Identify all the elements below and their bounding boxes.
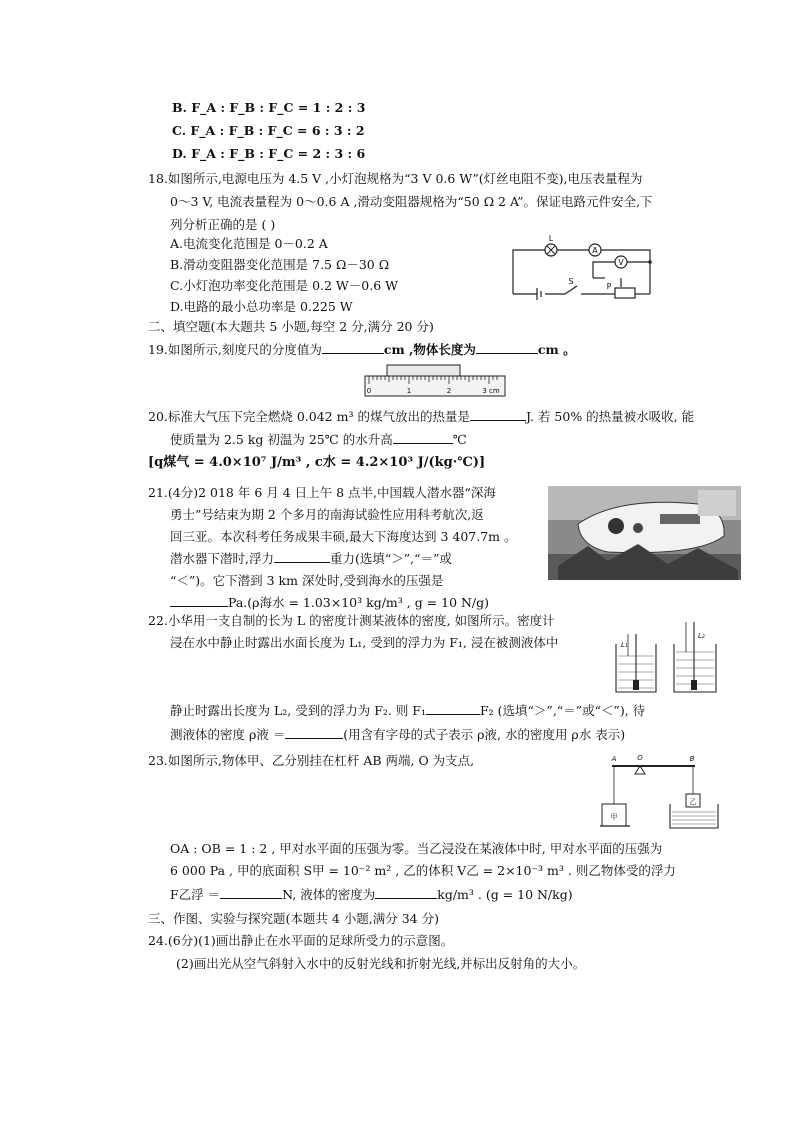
q20-line2 <box>170 431 467 448</box>
q18-option-a: A.电流变化范围是 0－0.2 A <box>170 236 328 251</box>
q18-option-c: C.小灯泡功率变化范围是 0.2 W－0.6 W <box>170 278 398 293</box>
q22-text-4a: 测液体的密度 ρ液 ＝ <box>170 727 286 742</box>
q17-option-d: D. F_A : F_B : F_C = 2 : 3 : 6 <box>172 146 366 161</box>
ruler-object <box>387 365 460 376</box>
q18-stem-line2: 0～3 V, 电流表量程为 0～0.6 A ,滑动变阻器规格为“50 Ω 2 A”。保证电路元件安全,下 <box>170 194 653 209</box>
q21-line1: 21.(4分)2 018 年 6 月 4 日上午 8 点半,中国载人潜水器“深海 <box>148 485 496 500</box>
q21-text-6: Pa.(ρ海水 = 1.03×10³ kg/m³ , g = 10 N/g) <box>228 595 490 610</box>
jia-label: 甲 <box>610 813 618 821</box>
q23-line4 <box>170 886 573 903</box>
q22-line1: 22.小华用一支自制的长为 L 的密度计测某液体的密度, 如图所示。密度计 <box>148 613 555 628</box>
q22-text-4b: (用含有字母的式子表示 ρ液, 水的密度用 ρ水 表示) <box>343 727 626 742</box>
q23-blank-1[interactable] <box>220 886 282 899</box>
q23-line1: 23.如图所示,物体甲、乙分别挂在杠杆 AB 两端, O 为支点, <box>148 753 475 768</box>
q23-lever-figure <box>600 752 725 836</box>
q21-line4 <box>170 550 452 567</box>
q19-blank-1[interactable] <box>322 341 384 354</box>
q23-text-4b: N, 液体的密度为 <box>282 887 376 902</box>
q19-stem <box>148 341 576 358</box>
q23-blank-2[interactable] <box>375 886 437 899</box>
yi-label: 乙 <box>689 798 697 806</box>
q22-hydrometer-figure <box>612 620 722 696</box>
q23-line2: OA : OB = 1 : 2 , 甲对水平面的压强为零。当乙浸没在某液体中时, 甲对水平面的压强为 <box>170 841 663 856</box>
q20-constants: [q煤气 = 4.0×10⁷ J/m³ , c水 = 4.2×10³ J/(kg·℃)] <box>148 455 486 470</box>
q20-blank-2[interactable] <box>393 431 453 444</box>
q22-blank-2[interactable] <box>285 726 343 739</box>
lamp-label: L <box>548 234 554 243</box>
q17-option-b: B. F_A : F_B : F_C = 1 : 2 : 3 <box>172 100 366 115</box>
q21-line6 <box>170 594 489 611</box>
q21-blank-1[interactable] <box>274 550 330 563</box>
q18-stem-line3: 列分析正确的是 ( ) <box>170 217 276 232</box>
q22-blank-1[interactable] <box>426 702 480 715</box>
q22-text-3a: 静止时露出长度为 L₂, 受到的浮力为 F₂. 则 F₁ <box>170 703 426 718</box>
l2-label: L₂ <box>698 632 705 640</box>
q19-ruler-figure <box>363 362 507 398</box>
ruler-label-2: 2 <box>446 387 452 395</box>
voltmeter-label: V <box>618 258 624 267</box>
switch-label: S <box>568 277 574 286</box>
q23-text-4a: F乙浮 ＝ <box>170 887 221 902</box>
q18-option-b: B.滑动变阻器变化范围是 7.5 Ω－30 Ω <box>170 257 390 272</box>
q21-blank-2[interactable] <box>170 594 228 607</box>
q23-text-4c: kg/m³ . (g = 10 N/kg) <box>437 887 573 902</box>
q20-text-1a: 20.标准大气压下完全燃烧 0.042 m³ 的煤气放出的热量是 <box>148 409 470 424</box>
ruler-label-0: 0 <box>366 387 372 395</box>
point-b-label: B <box>689 755 695 763</box>
q24-line1: 24.(6分)(1)画出静止在水平面的足球所受力的示意图。 <box>148 933 454 948</box>
q19-blank-2[interactable] <box>476 341 538 354</box>
q22-line2: 浸在水中静止时露出水面长度为 L₁, 受到的浮力为 F₁, 浸在被测液体中 <box>170 635 559 650</box>
q23-line3: 6 000 Pa , 甲的底面积 S甲 = 10⁻² m² , 乙的体积 V乙 = 2×10⁻³ m³ . 则乙物体受的浮力 <box>170 863 676 878</box>
section-2-heading: 二、填空题(本大题共 5 小题,每空 2 分,满分 20 分) <box>148 319 434 334</box>
ruler-label-3: 3 cm <box>482 387 500 395</box>
q19-text-pre: 19.如图所示,刻度尺的分度值为 <box>148 342 322 357</box>
q20-text-1b: J. 若 50% 的热量被水吸收, 能 <box>525 409 695 424</box>
slider-label: P <box>606 282 612 291</box>
q22-text-3b: F₂ (选填“＞”,“＝”或“＜”), 待 <box>480 703 646 718</box>
section-3-heading: 三、作图、实验与探究题(本题共 4 小题,满分 34 分) <box>148 911 439 926</box>
q18-option-d: D.电路的最小总功率是 0.225 W <box>170 299 353 314</box>
fulcrum-icon <box>635 766 645 774</box>
q21-line5: “＜”)。它下潜到 3 km 深处时,受到海水的压强是 <box>170 573 444 588</box>
q20-line1 <box>148 408 694 425</box>
point-a-label: A <box>611 755 617 763</box>
ruler-label-1: 1 <box>406 387 412 395</box>
q21-submersible-photo <box>548 486 741 580</box>
q18-circuit-diagram <box>505 232 657 304</box>
q22-line4 <box>170 726 625 743</box>
q17-option-c: C. F_A : F_B : F_C = 6 : 3 : 2 <box>172 123 365 138</box>
q19-text-post: cm 。 <box>537 342 576 357</box>
q20-blank-1[interactable] <box>470 408 526 421</box>
q20-text-2b: ℃ <box>452 432 467 447</box>
q21-line3: 回三亚。本次科考任务成果丰硕,最大下海度达到 3 407.7m 。 <box>170 529 517 544</box>
q21-line2: 勇士”号结束为期 2 个多月的南海试验性应用科考航次,返 <box>170 507 484 522</box>
q22-line3 <box>170 702 645 719</box>
q21-text-4a: 潜水器下潜时,浮力 <box>170 551 274 566</box>
q19-text-mid: cm ,物体长度为 <box>383 342 476 357</box>
q20-text-2a: 使质量为 2.5 kg 初温为 25℃ 的水升高 <box>170 432 393 447</box>
q21-text-4b: 重力(选填“＞”,“＝”或 <box>329 551 452 566</box>
point-o-label: O <box>637 754 643 762</box>
ammeter-label: A <box>592 246 598 255</box>
q24-line2: (2)画出光从空气斜射入水中的反射光线和折射光线,并标出反射角的大小。 <box>176 956 586 971</box>
q18-stem-line1: 18.如图所示,电源电压为 4.5 V ,小灯泡规格为“3 V 0.6 W”(灯丝电阻不变),电压表量程为 <box>148 171 643 186</box>
l1-label: L₁ <box>621 641 628 649</box>
